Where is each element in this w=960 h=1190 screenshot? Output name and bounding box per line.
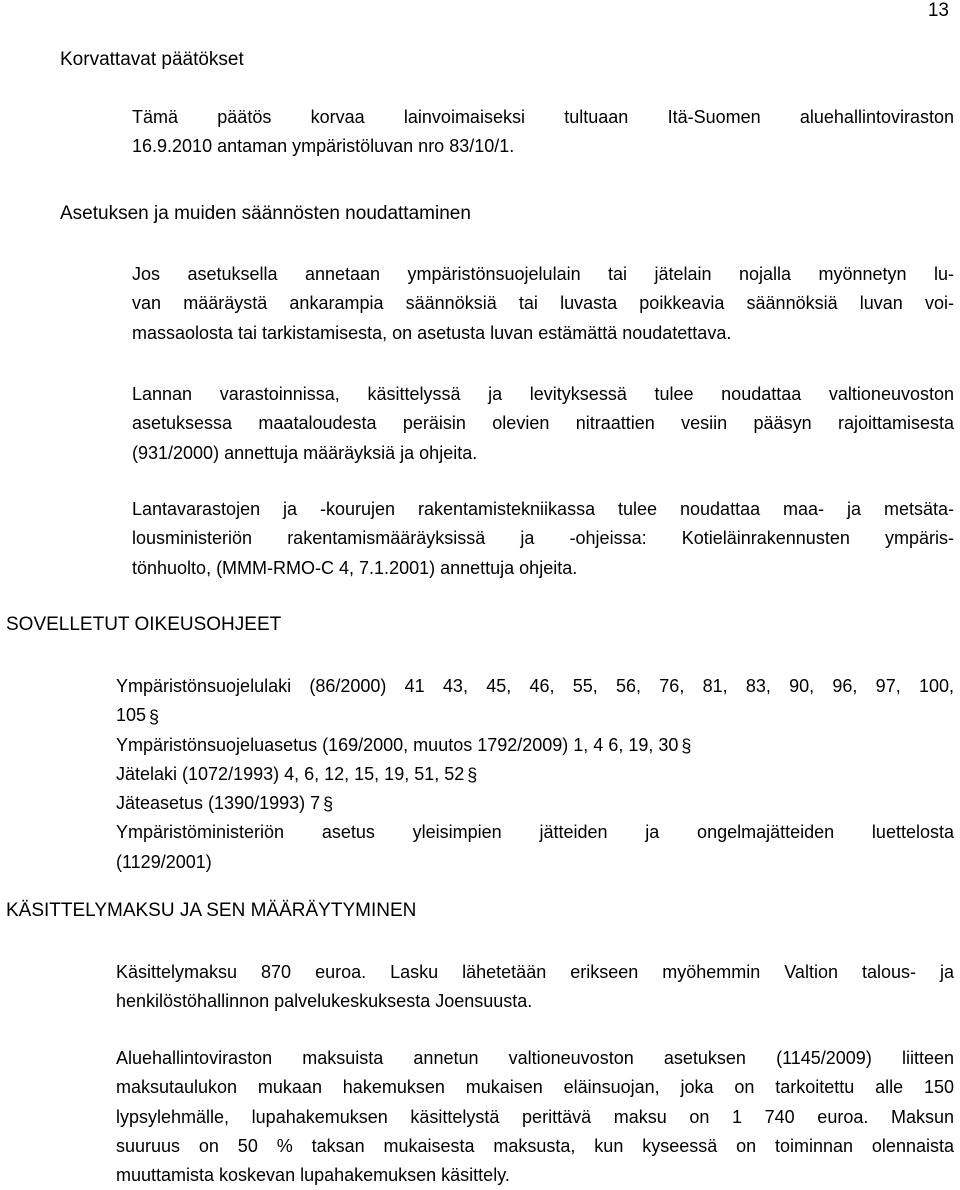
list-item-text: Jätelaki (1072/1993) 4, 6, 12, 15, 19, 51, 52 [116, 763, 465, 784]
processing-fee-heading: KÄSITTELYMAKSU JA SEN MÄÄRÄYTYMINEN [6, 900, 417, 921]
compliance-paragraph-3 [132, 495, 954, 583]
paragraph-line: Tämä päätös korvaa lainvoimaiseksi tultuaan Itä-Suomen aluehallintoviraston [132, 107, 954, 127]
section-mark: § [467, 765, 478, 786]
replaced-decisions-paragraph [132, 103, 954, 162]
section-mark: § [149, 706, 160, 727]
list-item [116, 818, 954, 877]
paragraph-line: massaolosta tai tarkistamisesta, on asetusta luvan estämättä noudatettava. [132, 322, 732, 343]
paragraph-line: (931/2000) annettuja määräyksiä ja ohjeita. [132, 442, 478, 463]
list-item-text-cont: 105 [116, 705, 147, 726]
list-item-text: Jäteasetus (1390/1993) 7 [116, 793, 321, 814]
paragraph-line: Jos asetuksella annetaan ympäristönsuojelulain tai jätelain nojalla myönnetyn lu- [132, 264, 954, 284]
paragraph-line: lousministeriön rakentamismääräyksissä ja -ohjeissa: Kotieläinrakennusten ympäris- [132, 528, 954, 549]
processing-fee-paragraph-2 [116, 1044, 954, 1190]
section-mark: § [681, 735, 692, 756]
list-item [116, 672, 954, 731]
processing-fee-paragraph-1 [116, 958, 954, 1017]
compliance-paragraph-2 [132, 380, 954, 468]
list-item-text: (1129/2001) [116, 851, 212, 872]
section-mark: § [323, 794, 334, 815]
list-item-text: Ympäristöministeriön asetus yleisimpien jätteiden ja ongelmajätteiden luettelosta [116, 822, 954, 843]
list-item [116, 731, 954, 760]
list-item-text: Ympäristönsuojeluasetus (169/2000, muutos 1792/2009) 1, 4 6, 19, 30 [116, 734, 679, 755]
paragraph-line: lypsylehmälle, lupahakemuksen käsittelystä perittävä maksu on 1 740 euroa. Maksun [116, 1106, 954, 1127]
paragraph-line: suuruus on 50 % taksan mukaisesta maksusta, kun kyseessä on toiminnan olennaista [116, 1135, 954, 1156]
applied-guidelines-list [116, 672, 954, 877]
list-item [116, 760, 954, 789]
paragraph-line: van määräystä ankarampia säännöksiä tai luvasta poikkeavia säännöksiä luvan voi- [132, 293, 954, 314]
compliance-heading: Asetuksen ja muiden säännösten noudattaminen [60, 203, 471, 224]
paragraph-line: asetuksessa maataloudesta peräisin olevien nitraattien vesiin pääsyn rajoittamisesta [132, 413, 954, 434]
page-number: 13 [927, 0, 949, 21]
paragraph-line: muuttamista koskevan lupahakemuksen käsittely. [116, 1165, 510, 1186]
paragraph-line: Käsittelymaksu 870 euroa. Lasku lähetetään erikseen myöhemmin Valtion talous- ja [116, 962, 954, 982]
applied-guidelines-heading: SOVELLETUT OIKEUSOHJEET [6, 614, 282, 635]
paragraph-line: Lantavarastojen ja -kourujen rakentamistekniikassa tulee noudattaa maa- ja metsäta- [132, 499, 954, 519]
list-item [116, 789, 954, 818]
compliance-paragraph-1 [132, 260, 954, 348]
replaced-decisions-heading: Korvattavat päätökset [60, 49, 244, 70]
paragraph-line: tönhuolto, (MMM-RMO-C 4, 7.1.2001) annettuja ohjeita. [132, 557, 578, 578]
paragraph-line: 16.9.2010 antaman ympäristöluvan nro 83/10/1. [132, 136, 515, 157]
list-item-text: Ympäristönsuojelulaki (86/2000) 41 43, 45, 46, 55, 56, 76, 81, 83, 90, 96, 97, 100, [116, 676, 954, 696]
paragraph-line: maksutaulukon mukaan hakemuksen mukaisen eläinsuojan, joka on tarkoitettu alle 150 [116, 1077, 954, 1098]
list-item-text [116, 701, 954, 730]
paragraph-line: Aluehallintoviraston maksuista annetun valtioneuvoston asetuksen (1145/2009) liitteen [116, 1048, 954, 1068]
paragraph-line: Lannan varastoinnissa, käsittelyssä ja levityksessä tulee noudattaa valtioneuvoston [132, 384, 954, 404]
paragraph-line: henkilöstöhallinnon palvelukeskuksesta Joensuusta. [116, 991, 533, 1012]
